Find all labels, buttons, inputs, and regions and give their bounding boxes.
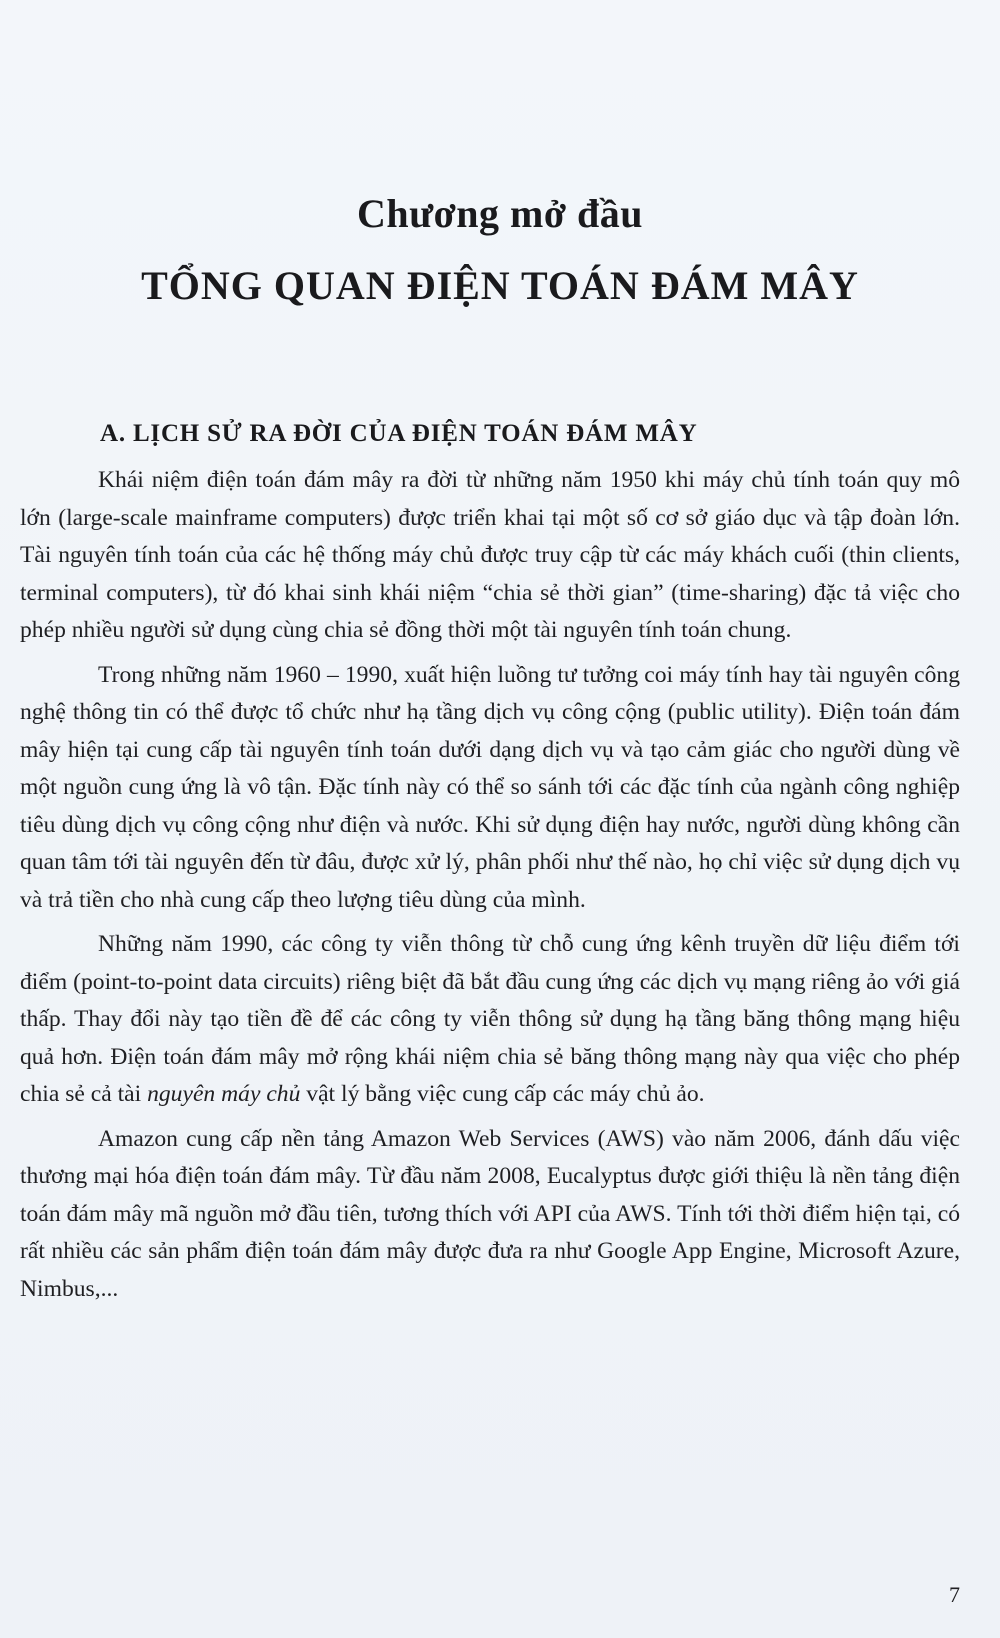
paragraph-3-text-a: Những năm 1990, các công ty viễn thông từ chỗ cung ứng kênh truyền dữ liệu điểm tới điểm (point-to-point data circuits) riêng biệt đã bắt đầu cung ứng các dịch vụ mạng riêng ảo với giá thấp. Thay đổi này tạo tiền đề để các công ty viễn thông sử dụng hạ tầng băng thông mạng hiệu quả hơn. Điện toán đám mây mở rộng khái niệm chia sẻ băng thông mạng này qua việc cho phép chia sẻ cả tài	[20, 931, 960, 1107]
paragraph-2: Trong những năm 1960 – 1990, xuất hiện luồng tư tưởng coi máy tính hay tài nguyên công nghệ thông tin có thể được tổ chức như hạ tầng dịch vụ công cộng (public utility). Điện toán đám mây hiện tại cung cấp tài nguyên tính toán dưới dạng dịch vụ và tạo cảm giác cho người dùng về một nguồn cung ứng là vô tận. Đặc tính này có thể so sánh tới các đặc tính của ngành công nghiệp tiêu dùng dịch vụ công cộng như điện và nước. Khi sử dụng điện hay nước, người dùng không cần quan tâm tới tài nguyên đến từ đâu, được xử lý, phân phối như thế nào, họ chỉ việc sử dụng dịch vụ và trả tiền cho nhà cung cấp theo lượng tiêu dùng của mình.	[20, 661, 960, 913]
paragraph-1: Khái niệm điện toán đám mây ra đời từ những năm 1950 khi máy chủ tính toán quy mô lớn (large-scale mainframe computers) được triển khai tại một số cơ sở giáo dục và tập đoàn lớn. Tài nguyên tính toán của các hệ thống máy chủ được truy cập từ các máy khách cuối (thin clients, terminal computers), từ đó khai sinh khái niệm “chia sẻ thời gian” (time-sharing) đặc tả việc cho phép nhiều người sử dụng cùng chia sẻ đồng thời một tài nguyên tính toán chung.	[20, 467, 960, 643]
section-heading: A. LỊCH SỬ RA ĐỜI CỦA ĐIỆN TOÁN ĐÁM MÂY	[100, 420, 698, 447]
paragraph-3-italic: nguyên máy chủ	[147, 1081, 301, 1107]
paragraph-3-text-b: vật lý bằng việc cung cấp các máy chủ ảo.	[300, 1081, 705, 1107]
body-text	[20, 462, 960, 1315]
page-number: 7	[949, 1582, 960, 1607]
chapter-title: TỔNG QUAN ĐIỆN TOÁN ĐÁM MÂY	[141, 263, 859, 308]
chapter-label: Chương mở đầu	[357, 191, 643, 236]
paragraph-4: Amazon cung cấp nền tảng Amazon Web Services (AWS) vào năm 2006, đánh dấu việc thương mại hóa điện toán đám mây. Từ đầu năm 2008, Eucalyptus được giới thiệu là nền tảng điện toán đám mây mã nguồn mở đầu tiên, tương thích với API của AWS. Tính tới thời điểm hiện tại, có rất nhiều các sản phẩm điện toán đám mây được đưa ra như Google App Engine, Microsoft Azure, Nimbus,...	[20, 1125, 960, 1302]
paragraph-3	[20, 926, 960, 1114]
